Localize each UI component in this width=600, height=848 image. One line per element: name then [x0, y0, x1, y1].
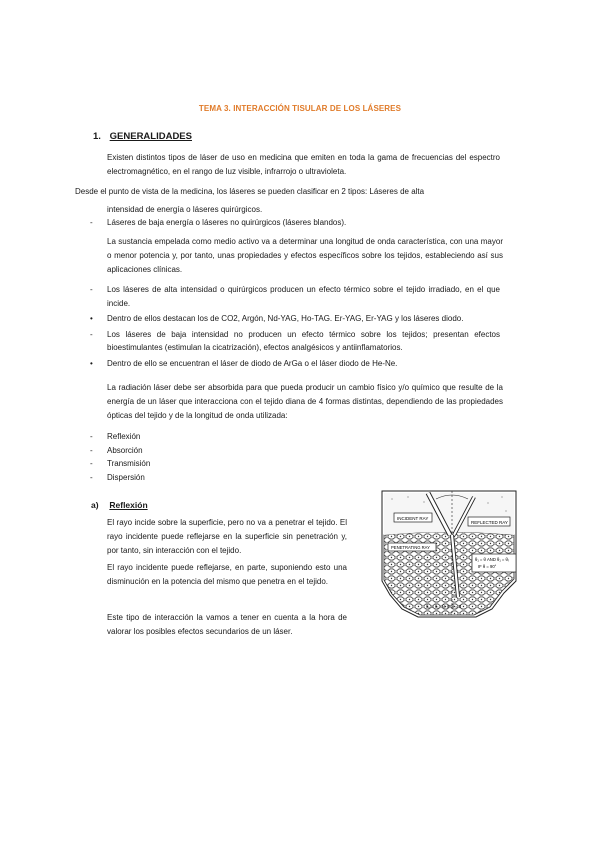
- list-item: [90, 430, 500, 444]
- list-item: [90, 457, 500, 471]
- paragraph-reflexion-1: El rayo incide sobre la superficie, pero no va a penetrar el tejido. El rayo incidente puede reflejarse en la superficie sin penetración y, por tanto, sin interacción con el tejido.: [107, 518, 347, 555]
- list-bullet: •: [90, 358, 93, 368]
- subsection-letter: a): [91, 500, 99, 510]
- list-item-text: Dispersión: [107, 472, 145, 482]
- list-bullet: -: [90, 472, 93, 482]
- list-bullet: -: [90, 445, 93, 455]
- paragraph-reflexion-2: El rayo incidente puede reflejarse, en parte, suponiendo esto una disminución en la potencia del mismo que penetra en el tejido.: [107, 563, 347, 586]
- equation-1b: IF θ = 90°: [478, 564, 497, 569]
- reflection-diagram-svg: [378, 477, 522, 623]
- list-bullet: -: [90, 285, 93, 294]
- paragraph-reflexion-3: Este tipo de interacción la vamos a tener en cuenta a la hora de valorar los posibles efectos secundarios de un láser.: [107, 613, 347, 636]
- list-item: [90, 216, 500, 230]
- list-item-text: Dentro de ellos destacan los de CO2, Argón, Nd-YAG, Ho-TAG. Er-YAG, Er-YAG y los láseres diodo.: [107, 314, 464, 323]
- incident-ray-label: INCIDENT RAY: [397, 516, 429, 521]
- section-number: 1.: [93, 131, 101, 142]
- document-title: TEMA 3. INTERACCIÓN TISULAR DE LOS LÁSERES: [198, 104, 402, 113]
- section-heading-generalidades: [93, 131, 192, 142]
- paragraph-classification: Desde el punto de vista de la medicina, los láseres se pueden clasificar en 2 tipos: Láseres de alta: [75, 187, 425, 196]
- paragraph-intro: Existen distintos tipos de láser de uso en medicina que emiten en toda la gama de frecuencias del espectro electromagnético, en el rango de luz visible, infrarrojo o ultravioleta.: [107, 153, 500, 176]
- list-item: [90, 328, 500, 355]
- list-item-text: Dentro de ello se encuentran el láser de diodo de ArGa o el láser diodo de He-Ne.: [107, 358, 398, 368]
- list-bullet: •: [90, 314, 93, 323]
- equation-2: θₚ = θ₁ - θᵣ IF θ = 0: [426, 604, 462, 609]
- paragraph-classification-cont: intensidad de energía o láseres quirúrgicos.: [107, 205, 263, 214]
- equation-1: θ₁ = θ AND θ₁ = θᵣ: [475, 557, 509, 562]
- reflected-ray-label: REFLECTED RAY: [471, 520, 508, 525]
- list-laser-effects: [90, 283, 500, 370]
- list-item-text: Los láseres de baja intensidad no producen un efecto térmico sobre los tejidos; presentan efectos bioestimulantes (estimulan la cicatrización), efectos analgésicos y antiinflamatorios.: [107, 329, 500, 352]
- paragraph-active-medium: La sustancia empelada como medio activo va a determinar una longitud de onda característica, con una mayor o menor potencia y, por tanto, unas propiedades y efectos específicos sobre los tejidos, estableciendo así sus aplicaciones clínicas.: [107, 237, 503, 274]
- list-bullet: -: [90, 329, 93, 339]
- list-item-text: Láseres de baja energía o láseres no quirúrgicos (láseres blandos).: [107, 218, 347, 227]
- list-item-text: Los láseres de alta intensidad o quirúrgicos producen un efecto térmico sobre el tejido irradiado, en el que incide.: [107, 285, 500, 308]
- list-interaction-forms: [90, 430, 500, 484]
- paragraph-radiation: La radiación láser debe ser absorbida para que pueda producir un cambio físico y/o químico que resulte de la energía de un láser que interacciona con el tejido diana de 4 formas distintas, dependiendo de las propiedades ópticas del tejido y de la longitud de onda utilizada:: [107, 383, 503, 420]
- list-bullet: -: [90, 432, 93, 441]
- penetrating-ray-label: PENETRATING RAY: [391, 545, 430, 550]
- list-bullet: -: [90, 459, 93, 468]
- list-item: [90, 357, 500, 371]
- list-item-text: Transmisión: [107, 459, 151, 468]
- list-bullet: -: [90, 218, 93, 227]
- subsection-heading-text: Reflexión: [109, 500, 148, 510]
- list-item-text: Reflexión: [107, 432, 141, 441]
- list-item: [90, 312, 500, 326]
- reflection-diagram: [378, 477, 522, 623]
- subsection-heading-reflexion: [91, 500, 148, 510]
- list-item-text: Absorción: [107, 445, 143, 455]
- section-heading-text: GENERALIDADES: [109, 131, 192, 142]
- list-item: [90, 283, 500, 310]
- list-laser-types: [90, 216, 500, 230]
- list-item: [90, 444, 500, 458]
